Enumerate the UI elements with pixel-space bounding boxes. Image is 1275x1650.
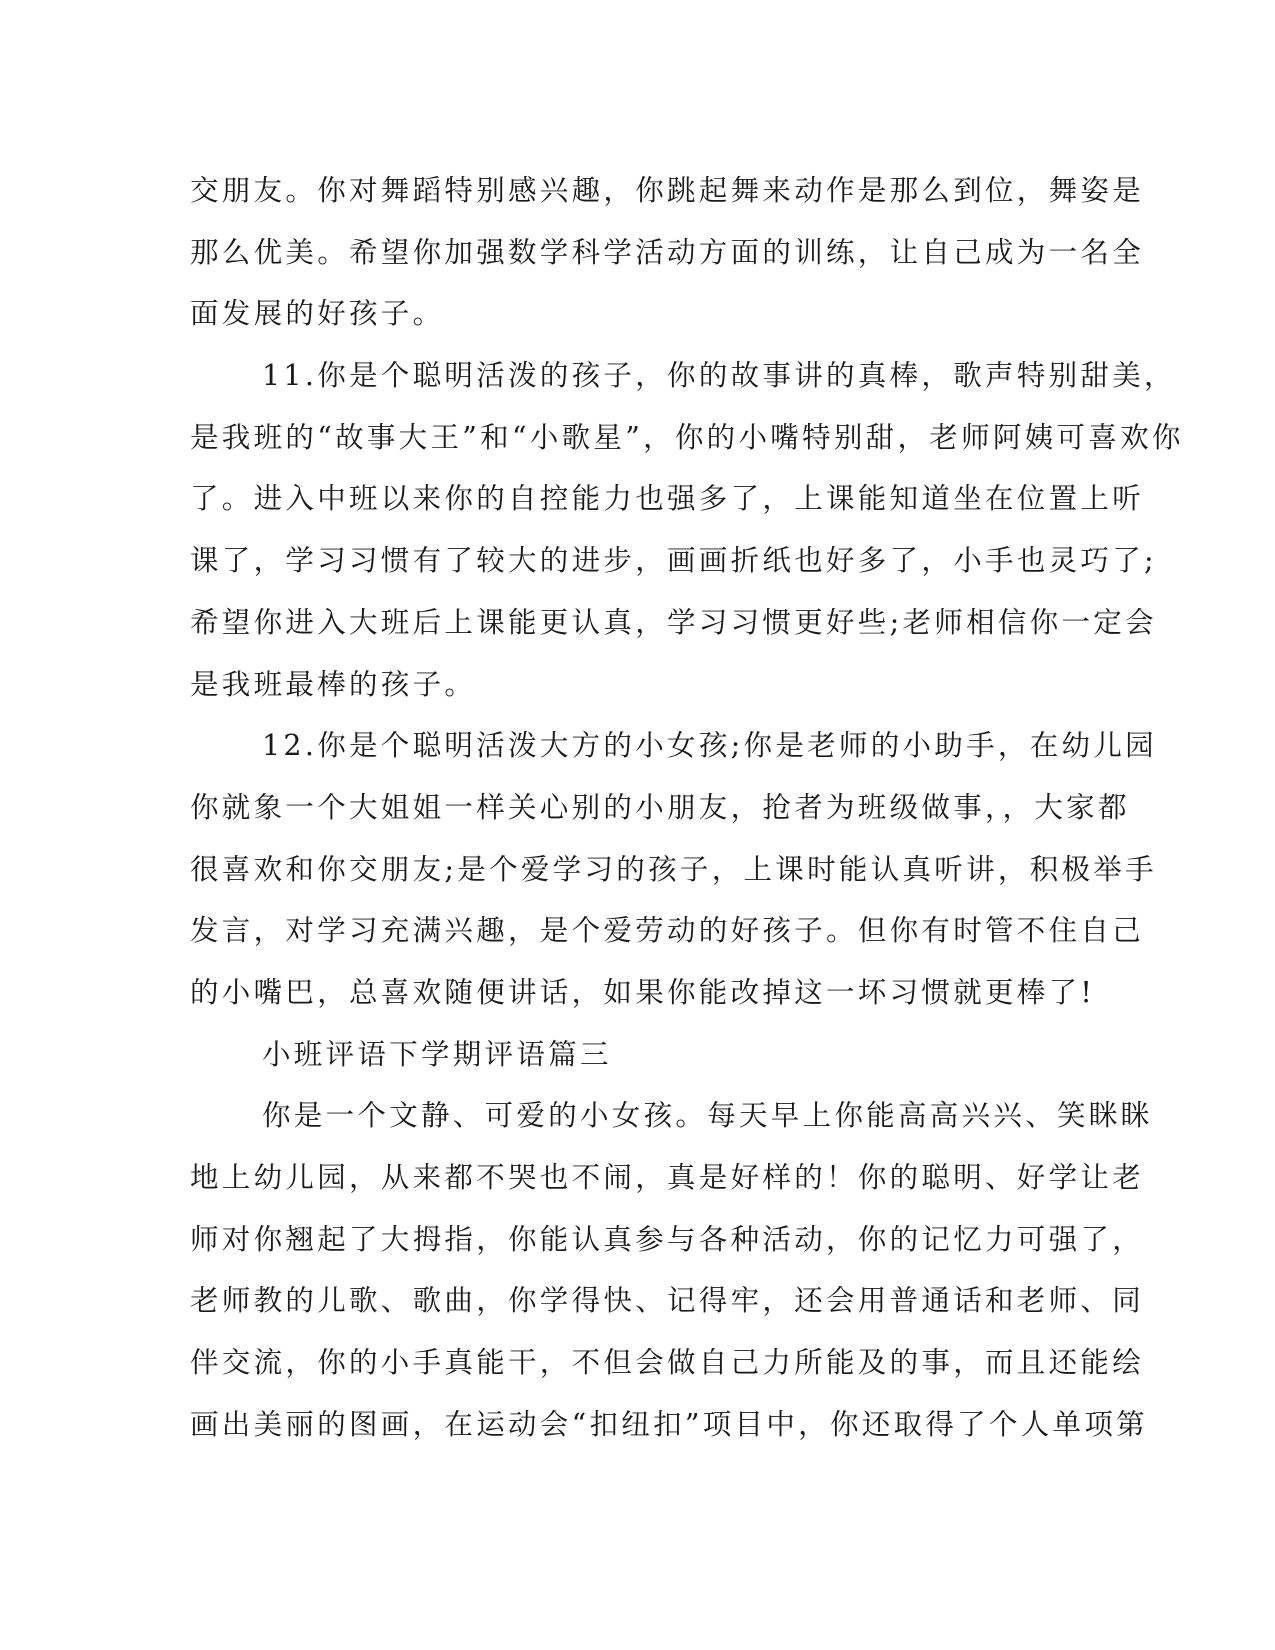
text-line: 面发展的好孩子。 bbox=[190, 297, 445, 331]
paragraph-section3-start: 你是一个文静、可爱的小女孩。每天早上你能高高兴兴、笑眯眯 bbox=[262, 1099, 1153, 1133]
text-line: 师对你翘起了大拇指，你能认真参与各种活动，你的记忆力可强了， bbox=[190, 1222, 1145, 1256]
paragraph-12-start: 12.你是个聪明活泼大方的小女孩;你是老师的小助手，在幼儿园 bbox=[262, 729, 1157, 763]
text-line: 你就象一个大姐姐一样关心别的小朋友，抢者为班级做事，，大家都 bbox=[190, 790, 1130, 824]
text-line: 课了，学习习惯有了较大的进步，画画折纸也好多了，小手也灵巧了; bbox=[190, 544, 1157, 578]
text-line: 发言，对学习充满兴趣，是个爱劳动的好孩子。但你有时管不住自己 bbox=[190, 914, 1145, 948]
text-line: 很喜欢和你交朋友;是个爱学习的孩子，上课时能认真听讲，积极举手 bbox=[190, 852, 1157, 886]
text-line: 画出美丽的图画，在运动会“扣纽扣”项目中，你还取得了个人单项第 bbox=[190, 1407, 1148, 1441]
text-line: 老师教的儿歌、歌曲，你学得快、记得牢，还会用普通话和老师、同 bbox=[190, 1284, 1145, 1318]
text-line: 是我班的“故事大王”和“小歌星”，你的小嘴特别甜，老师阿姨可喜欢你 bbox=[190, 420, 1184, 454]
text-line: 了。进入中班以来你的自控能力也强多了，上课能知道坐在位置上听 bbox=[190, 482, 1145, 516]
text-line: 那么优美。希望你加强数学科学活动方面的训练，让自己成为一名全 bbox=[190, 235, 1145, 269]
text-line: 交朋友。你对舞蹈特别感兴趣，你跳起舞来动作是那么到位，舞姿是 bbox=[190, 174, 1145, 207]
paragraph-11-start: 11.你是个聪明活泼的孩子，你的故事讲的真棒，歌声特别甜美， bbox=[262, 359, 1176, 393]
text-line: 希望你进入大班后上课能更认真，学习习惯更好些;老师相信你一定会 bbox=[190, 605, 1157, 639]
text-line: 是我班最棒的孩子。 bbox=[190, 667, 477, 701]
text-line: 地上幼儿园，从来都不哭也不闹，真是好样的！你的聪明、好学让老 bbox=[190, 1161, 1145, 1194]
text-line: 的小嘴巴，总喜欢随便讲话，如果你能改掉这一坏习惯就更棒了! bbox=[190, 975, 1096, 1009]
section-heading: 小班评语下学期评语篇三 bbox=[262, 1037, 612, 1071]
body-text bbox=[190, 160, 1184, 1455]
text-line: 伴交流，你的小手真能干，不但会做自己力所能及的事，而且还能绘 bbox=[190, 1346, 1145, 1380]
